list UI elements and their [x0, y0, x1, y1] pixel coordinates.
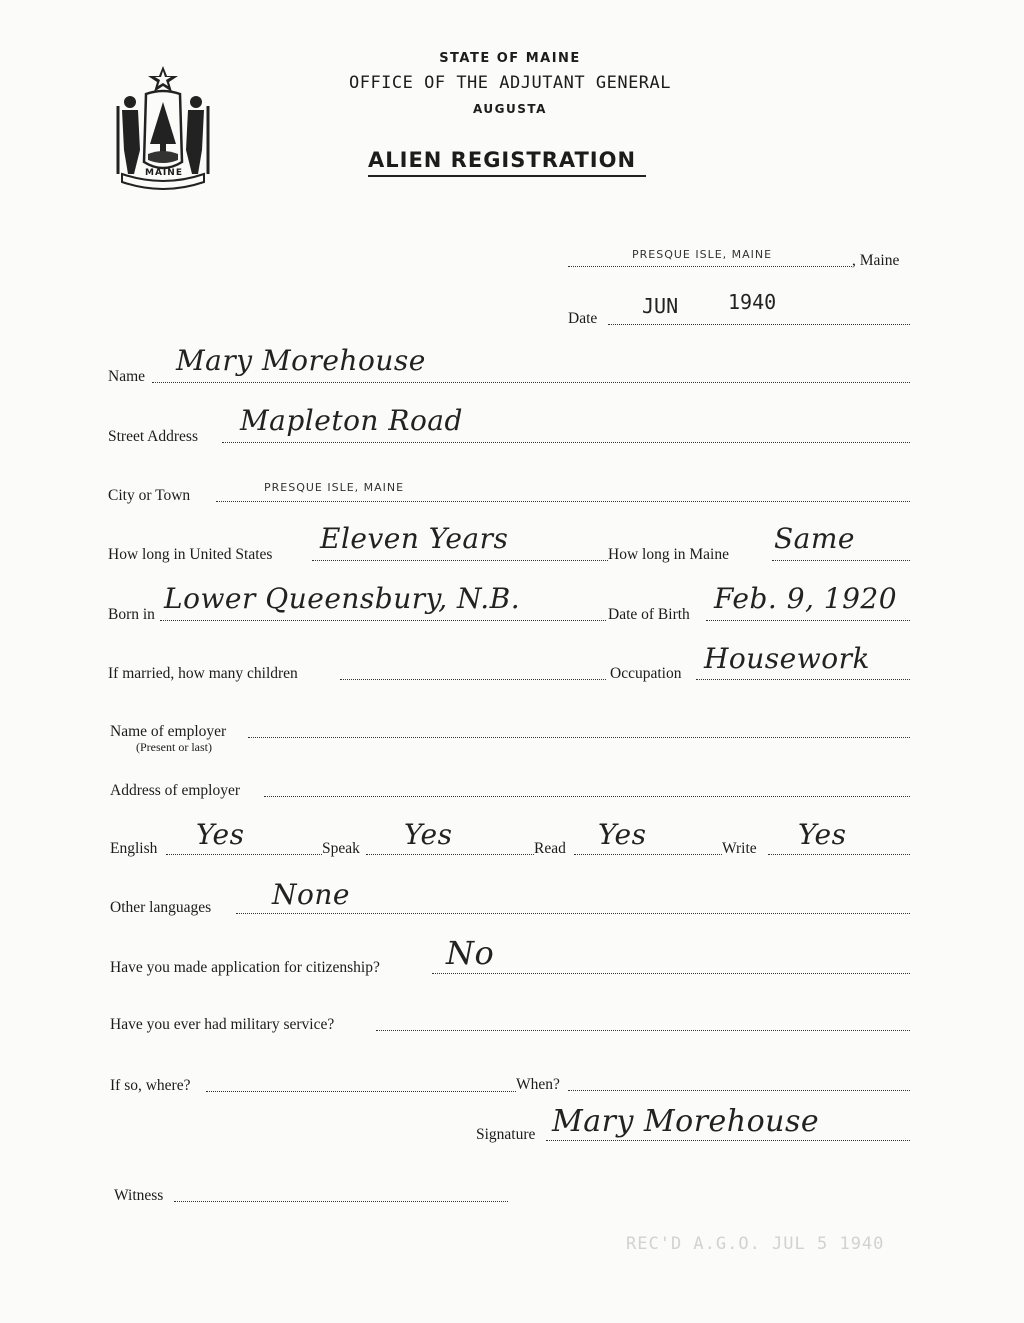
- dob-label: Date of Birth: [608, 606, 690, 623]
- form-title: ALIEN REGISTRATION: [368, 148, 637, 172]
- us-line: [312, 560, 608, 561]
- english-label: English: [110, 840, 158, 857]
- read-line: [574, 854, 722, 855]
- write-value: Yes: [798, 818, 847, 851]
- read-label: Read: [534, 840, 566, 857]
- read-value: Yes: [598, 818, 647, 851]
- place-line: [568, 266, 852, 267]
- speak-label: Speak: [322, 840, 360, 857]
- name-label: Name: [108, 368, 146, 385]
- speak-value: Yes: [404, 818, 453, 851]
- citizenship-value: No: [446, 934, 495, 972]
- city-line: [216, 501, 910, 502]
- speak-line: [366, 854, 534, 855]
- street-label: Street Address: [108, 428, 198, 445]
- occupation-label: Occupation: [610, 665, 682, 682]
- when-line: [568, 1090, 910, 1091]
- place-suffix-label: , Maine: [852, 252, 900, 269]
- header-office: OFFICE OF THE ADJUTANT GENERAL: [348, 73, 672, 93]
- employer-address-line: [264, 796, 910, 797]
- employer-line: [248, 737, 910, 738]
- signature-value: Mary Morehouse: [552, 1104, 820, 1139]
- header-state: STATE OF MAINE: [439, 51, 581, 66]
- write-line: [768, 854, 910, 855]
- where-label: If so, where?: [110, 1077, 191, 1094]
- received-stamp: REC'D A.G.O. JUL 5 1940: [626, 1234, 885, 1254]
- military-label: Have you ever had military service?: [110, 1016, 335, 1033]
- date-month: JUN: [642, 294, 679, 318]
- where-line: [206, 1091, 516, 1092]
- maine-line: [772, 560, 910, 561]
- employer-sublabel: (Present or last): [136, 740, 212, 754]
- when-label: When?: [516, 1076, 560, 1093]
- date-label: Date: [568, 310, 598, 327]
- header-city: AUGUSTA: [473, 102, 547, 116]
- city-label: City or Town: [108, 487, 191, 504]
- street-line: [222, 442, 910, 443]
- name-value: Mary Morehouse: [176, 344, 426, 377]
- born-value: Lower Queensbury, N.B.: [164, 582, 521, 615]
- street-value: Mapleton Road: [240, 404, 463, 437]
- english-line: [166, 854, 322, 855]
- other-languages-value: None: [272, 878, 350, 911]
- employer-label: Name of employer: [110, 723, 227, 740]
- signature-line: [546, 1140, 910, 1141]
- military-line: [376, 1030, 910, 1031]
- born-line: [160, 620, 606, 621]
- us-label: How long in United States: [108, 546, 273, 563]
- children-label: If married, how many children: [108, 665, 298, 682]
- citizenship-line: [432, 973, 910, 974]
- name-line: [152, 382, 910, 383]
- maine-value: Same: [774, 522, 855, 555]
- occupation-value: Housework: [704, 642, 870, 675]
- witness-line: [174, 1201, 508, 1202]
- other-languages-line: [236, 913, 910, 914]
- other-languages-label: Other languages: [110, 899, 212, 916]
- date-year: 1940: [728, 290, 777, 314]
- title-underline: [368, 175, 646, 177]
- english-value: Yes: [196, 818, 245, 851]
- born-label: Born in: [108, 606, 155, 623]
- citizenship-label: Have you made application for citizenship?: [110, 959, 380, 976]
- occupation-line: [696, 679, 910, 680]
- seal-banner-text: MAINE: [145, 168, 183, 178]
- children-line: [340, 679, 606, 680]
- write-label: Write: [722, 840, 757, 857]
- place-stamp: PRESQUE ISLE, MAINE: [632, 248, 773, 261]
- witness-label: Witness: [114, 1187, 164, 1204]
- us-value: Eleven Years: [320, 522, 509, 555]
- dob-line: [706, 620, 910, 621]
- maine-label: How long in Maine: [608, 546, 729, 563]
- city-value: PRESQUE ISLE, MAINE: [264, 481, 405, 494]
- employer-address-label: Address of employer: [110, 782, 240, 799]
- signature-label: Signature: [476, 1126, 536, 1143]
- date-line: [608, 324, 910, 325]
- dob-value: Feb. 9, 1920: [714, 582, 898, 615]
